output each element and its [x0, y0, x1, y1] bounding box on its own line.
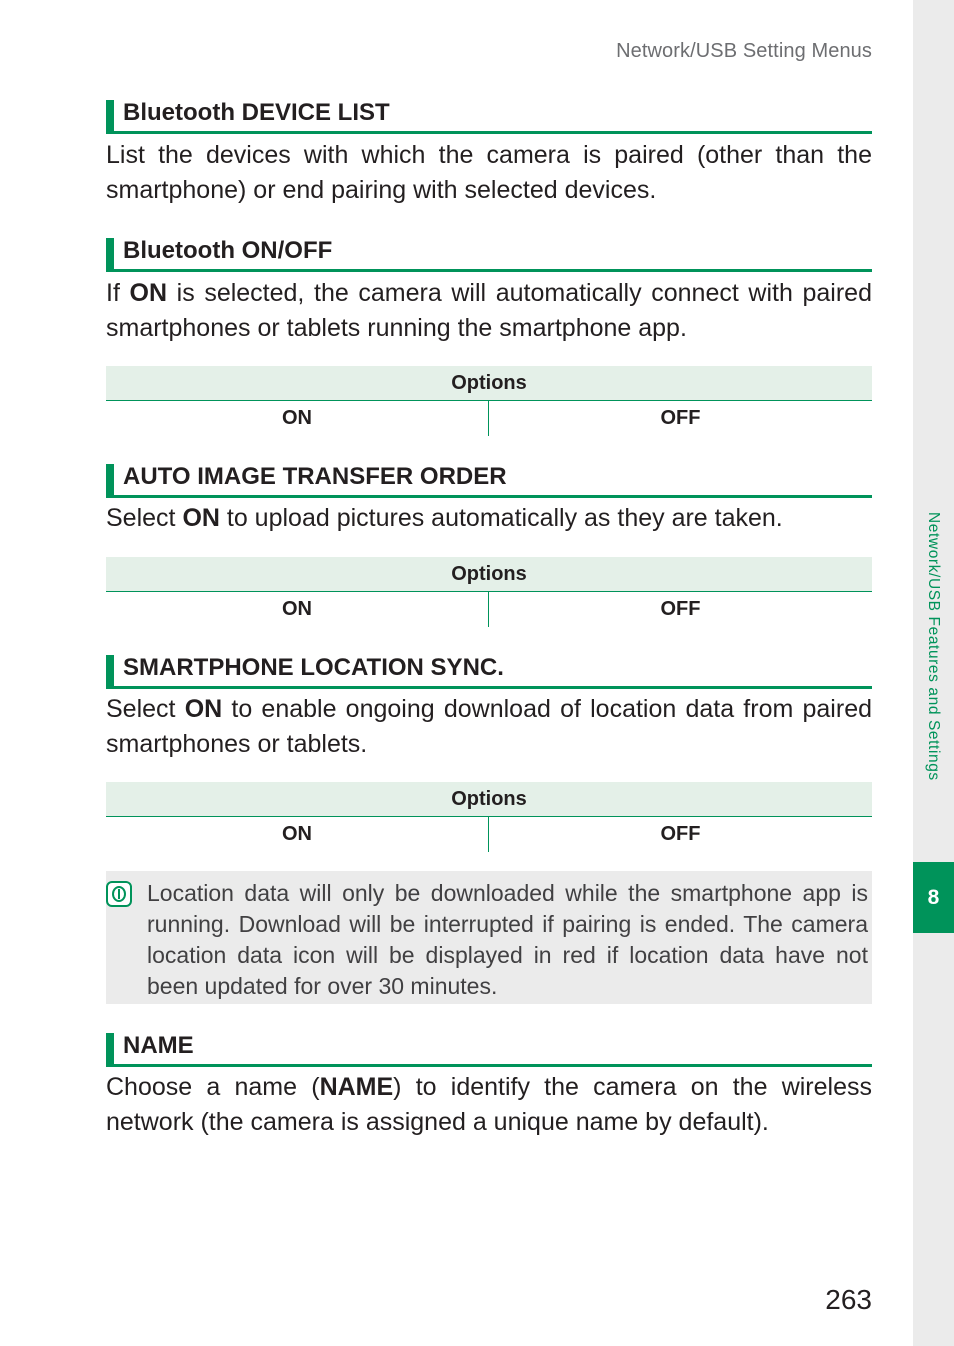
- options-table-location-sync: [106, 782, 872, 852]
- section-body-auto-transfer: [106, 501, 872, 536]
- heading-marker: [106, 100, 114, 131]
- caution-note-text: Location data will only be downloaded while the smartphone app is running. Download will be interrupted if pairing is ended. The camera location data icon will be displayed in red if location data have not been updated for over 30 minutes.: [147, 880, 868, 999]
- options-table-bluetooth-onoff: [106, 366, 872, 436]
- body-text: is selected, the camera will automatically connect with paired smartphones or tablets running the smartphone app.: [106, 279, 872, 342]
- section-heading-device-list: [106, 98, 872, 134]
- running-head: Network/USB Setting Menus: [616, 40, 872, 62]
- chapter-tab: 8: [913, 862, 954, 933]
- option-on: ON: [106, 817, 489, 852]
- options-table-auto-transfer: [106, 557, 872, 627]
- body-text: ) to identify the camera on the wireless network (the camera is assigned a unique name by default).: [106, 1073, 872, 1136]
- body-bold: NAME: [319, 1073, 394, 1101]
- section-body-device-list: List the devices with which the camera is paired (other than the smartphone) or end pairing with selected devices.: [106, 141, 872, 204]
- heading-label: AUTO IMAGE TRANSFER ORDER: [123, 463, 507, 490]
- option-off: OFF: [660, 598, 701, 620]
- caution-icon: [106, 881, 132, 907]
- body-text: to upload pictures automatically as they are taken.: [219, 504, 783, 532]
- section-heading-bluetooth-onoff: [106, 236, 872, 272]
- body-bold: ON: [182, 504, 220, 532]
- body-text: Select: [106, 695, 185, 723]
- heading-marker: [106, 1033, 114, 1064]
- section-heading-name: [106, 1031, 872, 1067]
- caution-note: [106, 871, 872, 1004]
- body-text: to enable ongoing download of location data from paired smartphones or tablets.: [106, 695, 872, 758]
- heading-label: SMARTPHONE LOCATION SYNC.: [123, 654, 504, 681]
- heading-marker: [106, 655, 114, 686]
- body-text: If: [106, 279, 130, 307]
- body-text: Select: [106, 504, 183, 532]
- chapter-section-title: Network/USB Features and Settings: [925, 512, 942, 781]
- option-on: ON: [106, 592, 489, 627]
- heading-label: NAME: [123, 1032, 194, 1059]
- heading-label: Bluetooth DEVICE LIST: [123, 99, 390, 126]
- section-body-bluetooth-onoff: [106, 276, 872, 346]
- option-on: ON: [106, 401, 489, 436]
- page-number: 263: [825, 1284, 872, 1315]
- heading-label: Bluetooth ON/OFF: [123, 237, 333, 264]
- option-off: OFF: [660, 407, 701, 429]
- section-body-name: [106, 1070, 872, 1140]
- heading-marker: [106, 238, 114, 269]
- section-heading-location-sync: [106, 653, 872, 689]
- section-body-location-sync: [106, 692, 872, 762]
- heading-marker: [106, 464, 114, 495]
- body-text: Choose a name (: [106, 1073, 320, 1101]
- options-header: Options: [106, 782, 872, 817]
- option-off: OFF: [660, 823, 701, 845]
- section-heading-auto-transfer: [106, 462, 872, 498]
- options-header: Options: [106, 366, 872, 401]
- options-header: Options: [106, 557, 872, 592]
- body-bold: ON: [184, 695, 223, 723]
- body-bold: ON: [129, 279, 168, 307]
